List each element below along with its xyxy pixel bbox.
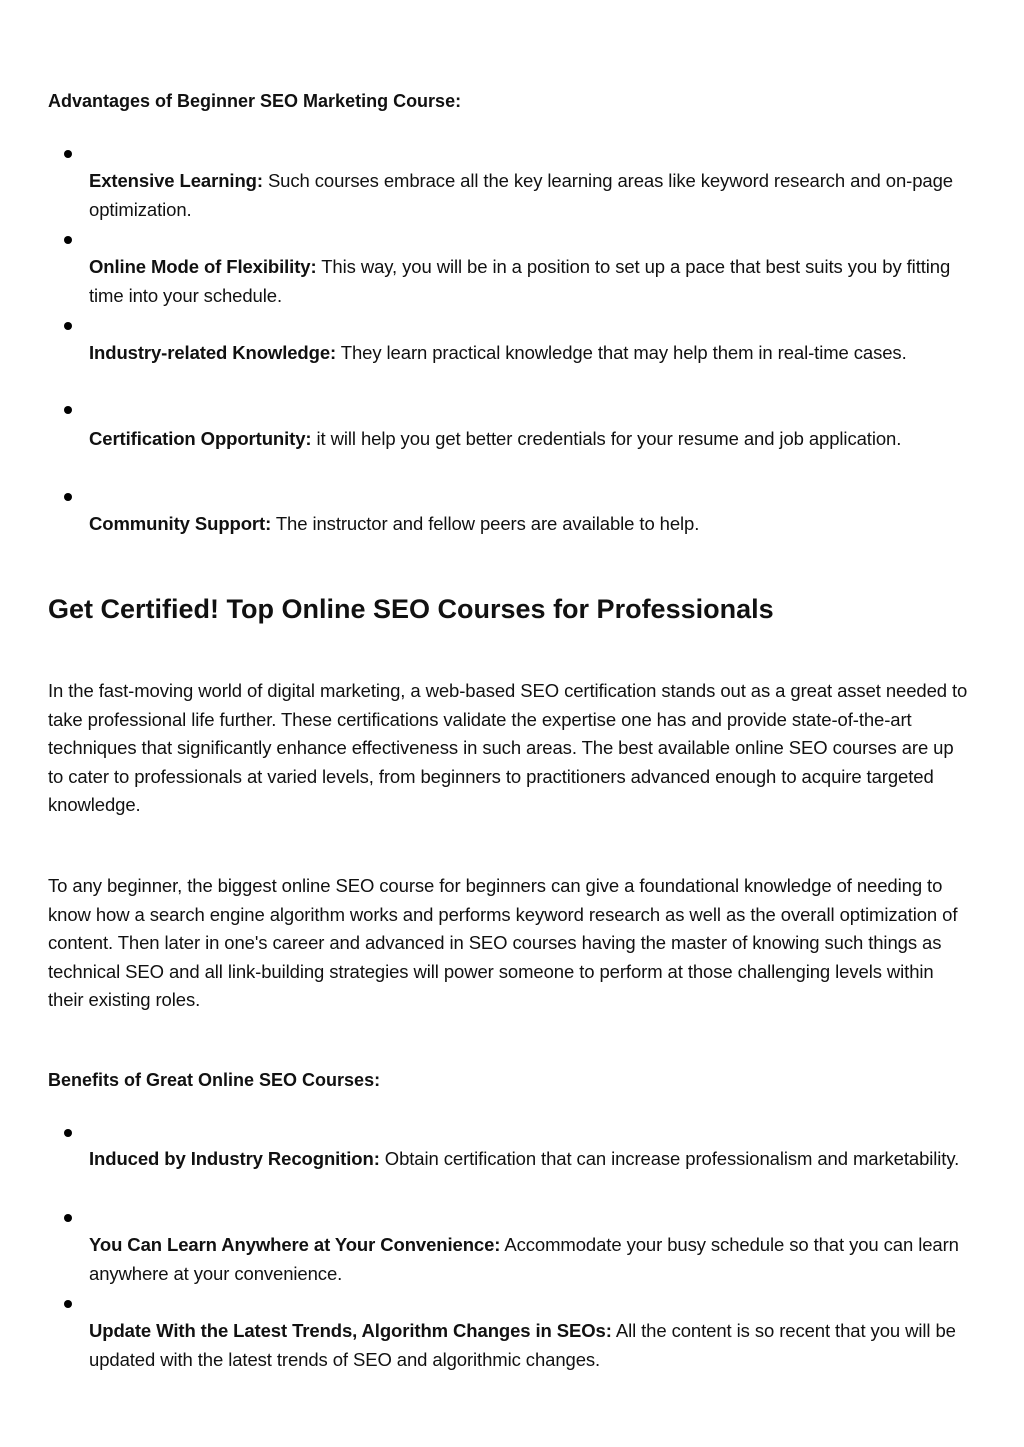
- list-item-description: This way, you will be in a position to set up a pace that best suits you by fitting time into your schedule.: [89, 256, 951, 306]
- list-item-text: [89, 339, 969, 368]
- beginner-paragraph: To any beginner, the biggest online SEO course for beginners can give a foundational knowledge of needing to know how a search engine algorithm works and performs keyword research as well as the overall optimization of content. Then later in one's career and advanced in SEO courses having the master of knowing such things as technical SEO and all link-building strategies will power someone to perform at those challenging levels within their existing roles.: [48, 875, 958, 1010]
- intro-paragraph: In the fast-moving world of digital marketing, a web-based SEO certification stands out as a great asset needed to take professional life further. These certifications validate the expertise one has and provide state-of-the-art techniques that significantly enhance effectiveness in such areas. The best available online SEO courses are up to cater to professionals at varied levels, from beginners to practitioners advanced enough to acquire targeted knowledge.: [48, 680, 968, 815]
- bullet-icon: [64, 150, 72, 158]
- list-item-text: [89, 253, 969, 310]
- list-item-term: Update With the Latest Trends, Algorithm Changes in SEOs:: [89, 1320, 612, 1341]
- bullet-icon: [64, 406, 72, 414]
- bullet-icon: [64, 1300, 72, 1308]
- bullet-icon: [64, 1214, 72, 1222]
- list-item-description: All the content is so recent that you will be updated with the latest trends of SEO and algorithmic changes.: [89, 1320, 956, 1370]
- list-item-text: [89, 1145, 969, 1174]
- list-item-term: Induced by Industry Recognition:: [89, 1148, 380, 1169]
- list-item-text: [89, 425, 969, 454]
- bullet-icon: [64, 236, 72, 244]
- benefits-heading: Benefits of Great Online SEO Courses:: [48, 1070, 381, 1090]
- list-item-text: [89, 1231, 969, 1288]
- list-item-term: Online Mode of Flexibility:: [89, 256, 317, 277]
- list-item-term: Extensive Learning:: [89, 170, 263, 191]
- bullet-icon: [64, 1129, 72, 1137]
- list-item-text: [89, 510, 969, 539]
- list-item-text: [89, 167, 969, 224]
- list-item-description: The instructor and fellow peers are available to help.: [271, 513, 700, 534]
- list-item-description: it will help you get better credentials for your resume and job application.: [311, 428, 902, 449]
- bullet-icon: [64, 322, 72, 330]
- list-item-term: Industry-related Knowledge:: [89, 342, 337, 363]
- list-item-description: Obtain certification that can increase professionalism and marketability.: [379, 1148, 960, 1169]
- bullet-icon: [64, 493, 72, 501]
- section-title: Get Certified! Top Online SEO Courses for Professionals: [48, 594, 774, 624]
- list-item-description: Such courses embrace all the key learning areas like keyword research and on-page optimization.: [89, 170, 953, 220]
- list-item-term: Certification Opportunity:: [89, 428, 312, 449]
- list-item-term: You Can Learn Anywhere at Your Convenience:: [89, 1234, 501, 1255]
- list-item-term: Community Support:: [89, 513, 272, 534]
- advantages-heading: Advantages of Beginner SEO Marketing Course:: [48, 91, 462, 111]
- list-item-text: [89, 1317, 969, 1374]
- list-item-description: Accommodate your busy schedule so that you can learn anywhere at your convenience.: [89, 1234, 959, 1284]
- list-item-description: They learn practical knowledge that may help them in real-time cases.: [336, 342, 907, 363]
